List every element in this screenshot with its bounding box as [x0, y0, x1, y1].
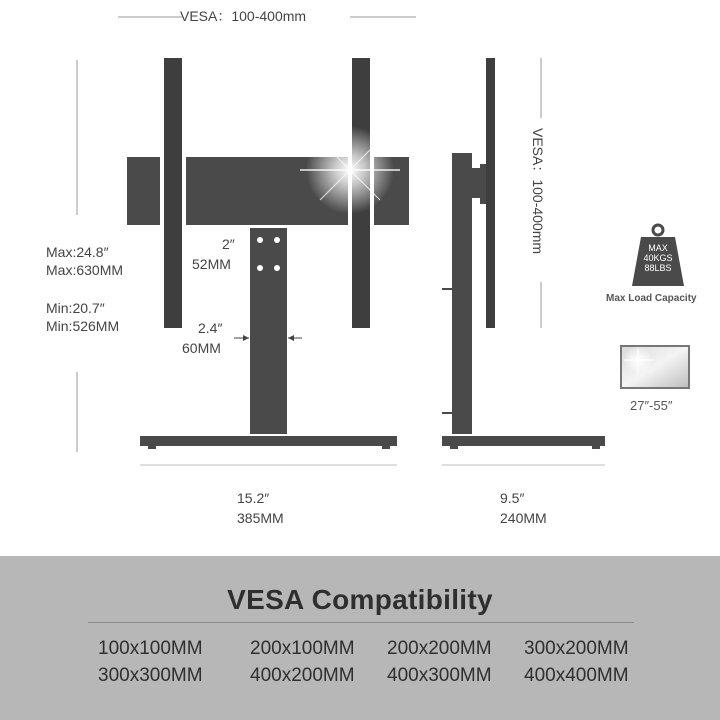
- vesa-compatibility-panel: [0, 556, 720, 720]
- vesa-arm-left: [164, 58, 182, 328]
- stand-base-side: [442, 436, 605, 446]
- compat-size: 400x200MM: [250, 665, 355, 686]
- height-max-in: Max:24.8″: [46, 244, 109, 260]
- compat-size: 200x200MM: [387, 638, 492, 659]
- column-in: 2.4″: [198, 320, 223, 336]
- base-foot: [382, 446, 390, 449]
- compat-title: VESA Compatibility: [227, 584, 493, 615]
- load-line2: 40KGS: [643, 253, 673, 263]
- base-depth-mm: 240MM: [500, 510, 547, 526]
- compat-size: 300x200MM: [524, 638, 629, 659]
- compat-size: 400x400MM: [524, 665, 629, 686]
- load-line1: MAX: [648, 243, 668, 253]
- monitor-side: [486, 58, 495, 328]
- plate-hole: [274, 265, 280, 271]
- plate-in: 2″: [222, 236, 235, 252]
- height-min-in: Min:20.7″: [46, 300, 105, 316]
- load-rating: [640, 243, 676, 273]
- compat-size: 100x100MM: [98, 638, 203, 659]
- screen-size-caption: 27″-55″: [630, 398, 673, 413]
- compat-size: 300x300MM: [98, 665, 203, 686]
- height-min-mm: Min:526MM: [46, 318, 120, 334]
- stand-base-front: [140, 436, 397, 446]
- height-max-mm: Max:630MM: [46, 262, 124, 278]
- base-foot: [148, 446, 156, 449]
- load-caption: Max Load Capacity: [606, 293, 697, 304]
- compat-divider: [88, 622, 634, 623]
- base-width-in: 15.2″: [237, 490, 270, 506]
- screen-size-icon: [621, 346, 689, 388]
- column-mm: 60MM: [182, 340, 221, 356]
- base-width-mm: 385MM: [237, 510, 284, 526]
- compat-size: 200x100MM: [250, 638, 355, 659]
- vesa-top-label: VESA：100-400mm: [180, 8, 307, 24]
- load-line3: 88LBS: [644, 263, 672, 273]
- base-foot: [592, 446, 600, 449]
- side-bracket-small: [472, 168, 480, 198]
- stand-column: [250, 228, 287, 434]
- side-bracket: [480, 164, 486, 204]
- plate-hole: [257, 237, 263, 243]
- base-foot: [450, 446, 458, 449]
- plate-hole: [274, 237, 280, 243]
- side-column: [452, 153, 472, 434]
- base-depth-in: 9.5″: [500, 490, 525, 506]
- side-tick: [442, 288, 452, 290]
- vesa-side-label: VESA：100-400mm: [530, 128, 546, 255]
- side-tick: [442, 412, 452, 414]
- compat-size: 400x300MM: [387, 665, 492, 686]
- plate-hole: [257, 265, 263, 271]
- plate-mm: 52MM: [192, 256, 231, 272]
